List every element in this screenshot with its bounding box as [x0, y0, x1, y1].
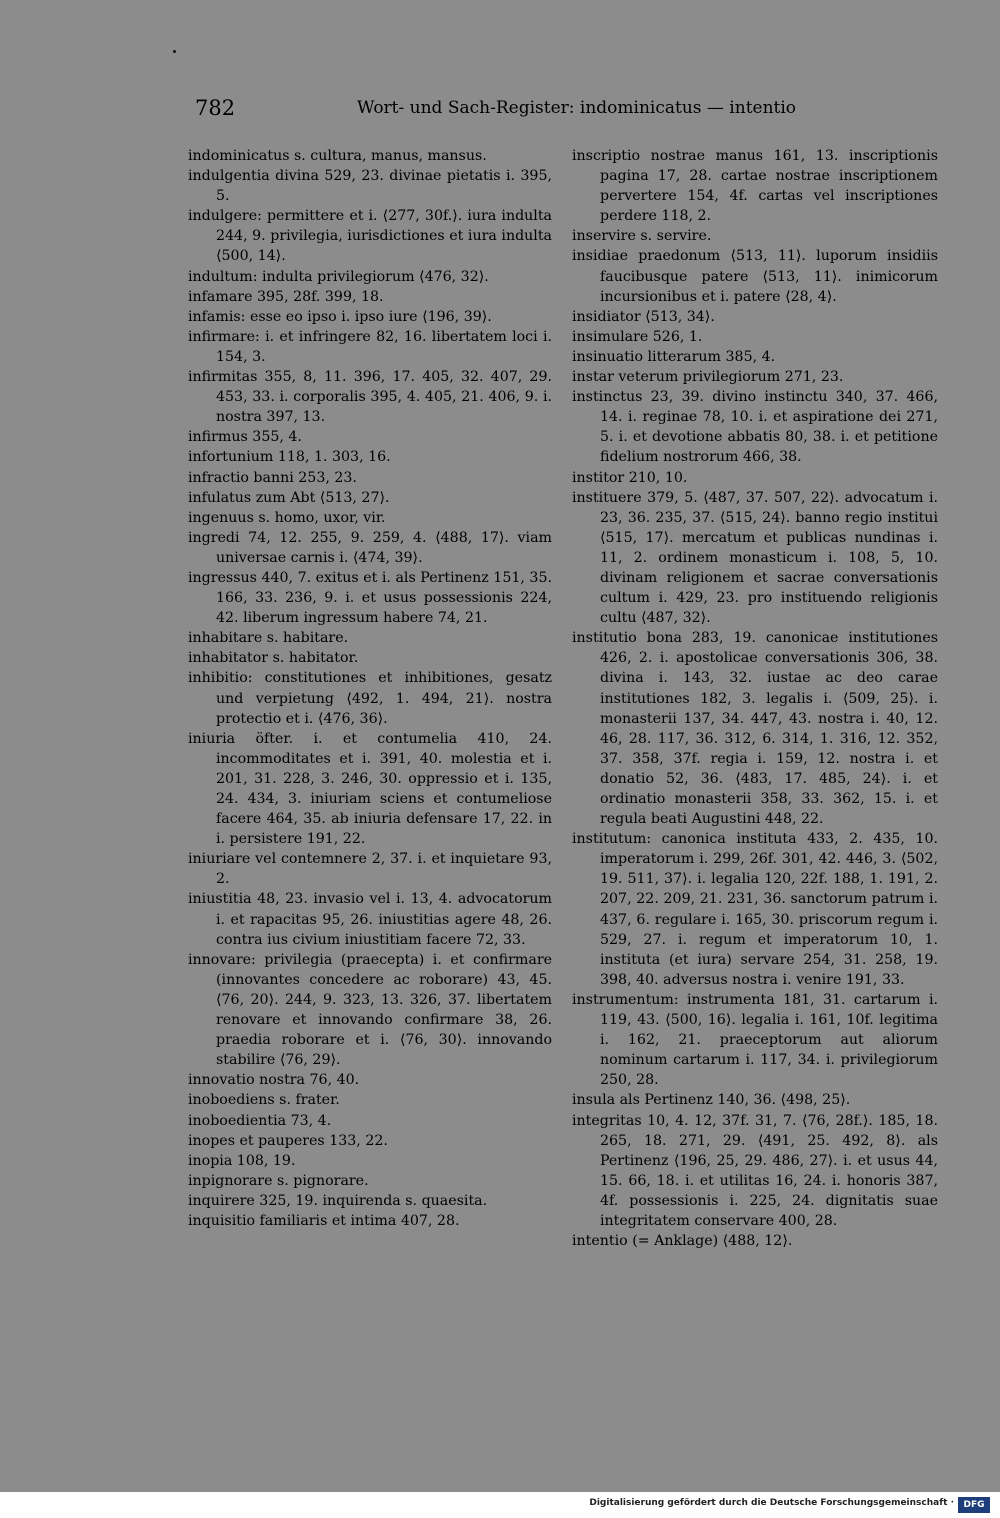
index-entry: indultum: indulta privilegiorum ⟨476, 32⟩.: [188, 268, 489, 285]
index-entry: iniuria öfter. i. et contumelia 410, 24. incommoditates et i. 391, 40. molestia et i. 201, 31. 228, 3. 246, 30. oppressio et i. 135, 24. 434, 3. iniuriam sciens et contumeliose facere 464, 35. ab iniuria defensare 17, 22. in i. persistere 191, 22.: [188, 730, 552, 848]
index-entry: indulgere: permittere et i. ⟨277, 30f.⟩. iura indulta 244, 9. privilegia, iurisdictiones et iura indulta ⟨500, 14⟩.: [188, 208, 552, 265]
index-entry: ingressus 440, 7. exitus et i. als Pertinenz 151, 35. 166, 33. 236, 9. i. et usus possessionis 224, 42. liberum ingressum habere 74, 21.: [188, 569, 552, 627]
index-entry: infractio banni 253, 23.: [188, 469, 357, 486]
index-entry: inhabitator s. habitator.: [188, 650, 359, 667]
index-entry: infirmus 355, 4.: [188, 429, 302, 446]
index-entry: inhibitio: constitutiones et inhibitiones, gesatz und verpietung ⟨492, 1. 494, 21⟩. nostra protectio et i. ⟨476, 36⟩.: [188, 670, 552, 727]
running-head: Wort- und Sach-Register: indominicatus — intentio: [357, 98, 797, 118]
index-entry: instituere 379, 5. ⟨487, 37. 507, 22⟩. advocatum i. 23, 36. 235, 37. ⟨515, 24⟩. banno regio institui ⟨515, 17⟩. mercatum et publicas nundinas i. 11, 2. ordinem monasticum i. 108, 5, 10. divinam religionem et sacrae conversationis cultum i. 429, 23. pro instituendo religionis cultu ⟨487, 32⟩.: [572, 489, 938, 627]
index-entry: indominicatus s. cultura, manus, mansus.: [188, 148, 487, 164]
page-header: [195, 96, 797, 126]
index-entry: institutum: canonica instituta 433, 2. 435, 10. imperatorum i. 299, 26f. 301, 42. 446, 3. ⟨502, 19. 511, 37⟩. i. legalia 120, 22f. 188, 1. 191, 2. 207, 22. 209, 21. 231, 36. sanctorum patrum i. 437, 6. regulare i. 165, 30. priscorum regum i. 529, 27. i. regum et imperatorum 10, 1. instituta (et iura) servare 254, 31. 258, 19. 398, 40. adversus nostra i. venire 191, 33.: [572, 831, 938, 988]
index-entry: instinctus 23, 39. divino instinctu 340, 37. 466, 14. i. reginae 78, 10. i. et aspiratione dei 271, 5. i. et devotione abbatis 80, 38. i. et petitione fidelium nostrorum 466, 38.: [572, 389, 938, 466]
index-entry: infirmare: i. et infringere 82, 16. libertatem loci i. 154, 3.: [188, 328, 552, 365]
index-entry: indulgentia divina 529, 23. divinae pietatis i. 395, 5.: [188, 168, 552, 205]
index-entry: inopia 108, 19.: [188, 1152, 296, 1169]
index-entry: inoboediens s. frater.: [188, 1092, 340, 1109]
speck-dot: [173, 50, 176, 53]
index-entry: inhabitare s. habitare.: [188, 630, 349, 647]
right-column: [572, 146, 938, 1251]
index-entry: instrumentum: instrumenta 181, 31. cartarum i. 119, 43. ⟨500, 16⟩. legalia i. 161, 10f. legitima i. 162, 21. praeceptorum aut aliorum nominum cartarum i. 117, 34. i. privilegiorum 250, 28.: [572, 991, 938, 1089]
index-entry: innovatio nostra 76, 40.: [188, 1072, 360, 1089]
footer-bar: [0, 1492, 1000, 1518]
dfg-logo[interactable]: DFG: [958, 1497, 990, 1513]
index-entry: institor 210, 10.: [572, 469, 688, 486]
index-entry: instar veterum privilegiorum 271, 23.: [572, 369, 844, 386]
index-entry: integritas 10, 4. 12, 37f. 31, 7. ⟨76, 28f.⟩. 185, 18. 265, 18. 271, 29. ⟨491, 25. 492, 8⟩. als Pertinenz ⟨196, 25, 29. 486, 27⟩. i. et usus 44, 15. 66, 18. i. et utilitas 16, 24. i. honoris 387, 4f. possessionis i. 225, 24. dignitatis suae integritatem conservare 400, 28.: [572, 1112, 938, 1229]
index-entry: insula als Pertinenz 140, 36. ⟨498, 25⟩.: [572, 1092, 851, 1109]
index-entry: infamis: esse eo ipso i. ipso iure ⟨196, 39⟩.: [188, 308, 492, 325]
index-entry: insimulare 526, 1.: [572, 328, 703, 345]
index-entry: innovare: privilegia (praecepta) i. et confirmare (innovantes concedere ac roborare) 43, 45. ⟨76, 20⟩. 244, 9. 323, 13. 326, 37. libertatem renovare et innovando confirmare 38, 26. praedia roborare et i. ⟨76, 30⟩. innovando stabilire ⟨76, 29⟩.: [188, 951, 552, 1069]
index-entry: institutio bona 283, 19. canonicae institutiones 426, 2. i. apostolicae conversationis 306, 38. divina i. 143, 32. iustae ac deo carae institutiones 182, 3. legalis i. ⟨509, 25⟩. i. monasterii 137, 34. 447, 43. nostra i. 40, 12. 46, 28. 117, 36. 312, 6. 314, 1. 316, 12. 352, 37. 358, 37f. regia i. 159, 12. nostra i. et donatio 52, 36. ⟨483, 17. 485, 24⟩. i. et ordinatio monasterii 358, 33. 362, 15. i. et regula beati Augustini 448, 22.: [572, 630, 938, 828]
index-entry: ingredi 74, 12. 255, 9. 259, 4. ⟨488, 17⟩. viam universae carnis i. ⟨474, 39⟩.: [188, 529, 552, 566]
index-entry: insinuatio litterarum 385, 4.: [572, 348, 776, 365]
index-entry: iniustitia 48, 23. invasio vel i. 13, 4. advocatorum i. et rapacitas 95, 26. iniustitias agere 48, 26. contra ius civium iniustitiam facere 72, 33.: [188, 891, 552, 948]
index-entry: inoboedientia 73, 4.: [188, 1112, 332, 1129]
index-entry: inpignorare s. pignorare.: [188, 1172, 369, 1189]
index-entry: ingenuus s. homo, uxor, vir.: [188, 509, 386, 526]
index-entry: infirmitas 355, 8, 11. 396, 17. 405, 32. 407, 29. 453, 33. i. corporalis 395, 4. 405, 21. 406, 9. i. nostra 397, 13.: [188, 369, 552, 426]
index-entry: infortunium 118, 1. 303, 16.: [188, 449, 391, 466]
index-entry: inservire s. servire.: [572, 228, 712, 245]
index-entry: inopes et pauperes 133, 22.: [188, 1132, 388, 1149]
index-entry: intentio (= Anklage) ⟨488, 12⟩.: [572, 1233, 793, 1250]
funding-credit: Digitalisierung gefördert durch die Deutsche Forschungsgemeinschaft ·: [589, 1498, 954, 1508]
index-entry: insidiator ⟨513, 34⟩.: [572, 308, 715, 325]
index-entry: inquirere 325, 19. inquirenda s. quaesita.: [188, 1192, 488, 1209]
index-entry: infamare 395, 28f. 399, 18.: [188, 288, 384, 305]
index-entry: infulatus zum Abt ⟨513, 27⟩.: [188, 489, 390, 506]
index-entry: inscriptio nostrae manus 161, 13. inscriptionis pagina 17, 28. cartae nostrae inscriptionem pervertere 154, 4f. cartas vel inscriptiones perdere 118, 2.: [572, 148, 938, 225]
page-number: 782: [195, 96, 236, 120]
index-entry: insidiae praedonum ⟨513, 11⟩. luporum insidiis faucibusque patere ⟨513, 11⟩. inimicorum incursionibus et i. patere ⟨28, 4⟩.: [572, 248, 938, 305]
left-column: [188, 146, 552, 1231]
index-entry: iniuriare vel contemnere 2, 37. i. et inquietare 93, 2.: [188, 851, 552, 888]
index-entry: inquisitio familiaris et intima 407, 28.: [188, 1212, 460, 1229]
